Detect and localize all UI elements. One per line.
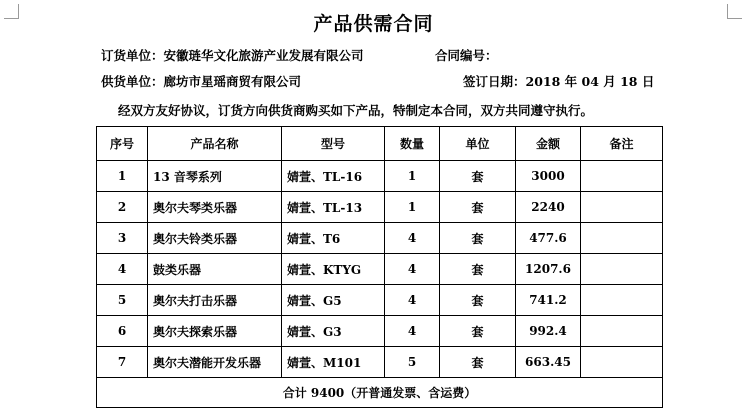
row-unit: 套 [440, 161, 516, 192]
table-row [97, 347, 663, 378]
supplier-label: 供货单位： [101, 74, 164, 89]
document-title: 产品供需合同 [313, 13, 434, 35]
row-model: 婧萱、TL-13 [282, 192, 385, 223]
table-row [97, 316, 663, 347]
table-row [97, 254, 663, 285]
row-amount: 663.45 [516, 347, 581, 378]
row-unit: 套 [440, 316, 516, 347]
row-index: 4 [97, 254, 148, 285]
products-table [96, 126, 663, 408]
table-row [97, 192, 663, 223]
row-index: 6 [97, 316, 148, 347]
row-remarks [581, 316, 663, 347]
row-unit: 套 [440, 254, 516, 285]
sign-date-value: 2018 年 04 月 18 日 [525, 74, 655, 89]
contract-no-label: 合同编号： [435, 48, 498, 63]
row-model: 婧萱、KTYG [282, 254, 385, 285]
row-index: 2 [97, 192, 148, 223]
header-quantity: 数量 [385, 127, 440, 161]
row-remarks [581, 223, 663, 254]
row-amount: 741.2 [516, 285, 581, 316]
header-index: 序号 [97, 127, 148, 161]
header-amount: 金额 [516, 127, 581, 161]
table-row [97, 223, 663, 254]
row-amount: 2240 [516, 192, 581, 223]
row-product-name: 奥尔夫琴类乐器 [148, 192, 282, 223]
row-product-name: 13 音琴系列 [148, 161, 282, 192]
row-remarks [581, 161, 663, 192]
supplier-field [101, 72, 301, 90]
row-product-name: 鼓类乐器 [148, 254, 282, 285]
sign-date-label: 签订日期： [463, 74, 526, 89]
total-cell: 合计 9400（开普通发票、含运费） [97, 378, 663, 408]
row-model: 婧萱、TL-16 [282, 161, 385, 192]
row-index: 3 [97, 223, 148, 254]
table-total-row [97, 378, 663, 408]
row-remarks [581, 285, 663, 316]
row-unit: 套 [440, 223, 516, 254]
contract-no-field [435, 46, 498, 64]
row-remarks [581, 254, 663, 285]
row-product-name: 奥尔夫打击乐器 [148, 285, 282, 316]
table-row [97, 161, 663, 192]
row-model: 婧萱、M101 [282, 347, 385, 378]
table-row [97, 285, 663, 316]
row-quantity: 4 [385, 223, 440, 254]
sign-date-field [463, 72, 654, 90]
row-index: 7 [97, 347, 148, 378]
buyer-value: 安徽琏华文化旅游产业发展有限公司 [163, 48, 364, 63]
row-amount: 992.4 [516, 316, 581, 347]
row-model: 婧萱、G3 [282, 316, 385, 347]
row-amount: 477.6 [516, 223, 581, 254]
row-quantity: 5 [385, 347, 440, 378]
header-remarks: 备注 [581, 127, 663, 161]
row-quantity: 1 [385, 192, 440, 223]
row-quantity: 4 [385, 254, 440, 285]
row-model: 婧萱、G5 [282, 285, 385, 316]
row-unit: 套 [440, 192, 516, 223]
intro-paragraph: 经双方友好协议，订货方向供货商购买如下产品，特制定本合同，双方共同遵守执行。 [118, 103, 594, 118]
row-quantity: 1 [385, 161, 440, 192]
supplier-value: 廊坊市星瑶商贸有限公司 [163, 74, 302, 89]
row-product-name: 奥尔夫潜能开发乐器 [148, 347, 282, 378]
row-product-name: 奥尔夫铃类乐器 [148, 223, 282, 254]
row-product-name: 奥尔夫探索乐器 [148, 316, 282, 347]
row-remarks [581, 347, 663, 378]
buyer-field [101, 46, 364, 64]
row-model: 婧萱、T6 [282, 223, 385, 254]
row-amount: 3000 [516, 161, 581, 192]
row-quantity: 4 [385, 285, 440, 316]
row-quantity: 4 [385, 316, 440, 347]
row-index: 5 [97, 285, 148, 316]
row-index: 1 [97, 161, 148, 192]
header-model: 型号 [282, 127, 385, 161]
table-header-row [97, 127, 663, 161]
buyer-label: 订货单位： [101, 48, 164, 63]
header-unit: 单位 [440, 127, 516, 161]
header-product-name: 产品名称 [148, 127, 282, 161]
row-unit: 套 [440, 347, 516, 378]
row-amount: 1207.6 [516, 254, 581, 285]
row-remarks [581, 192, 663, 223]
row-unit: 套 [440, 285, 516, 316]
